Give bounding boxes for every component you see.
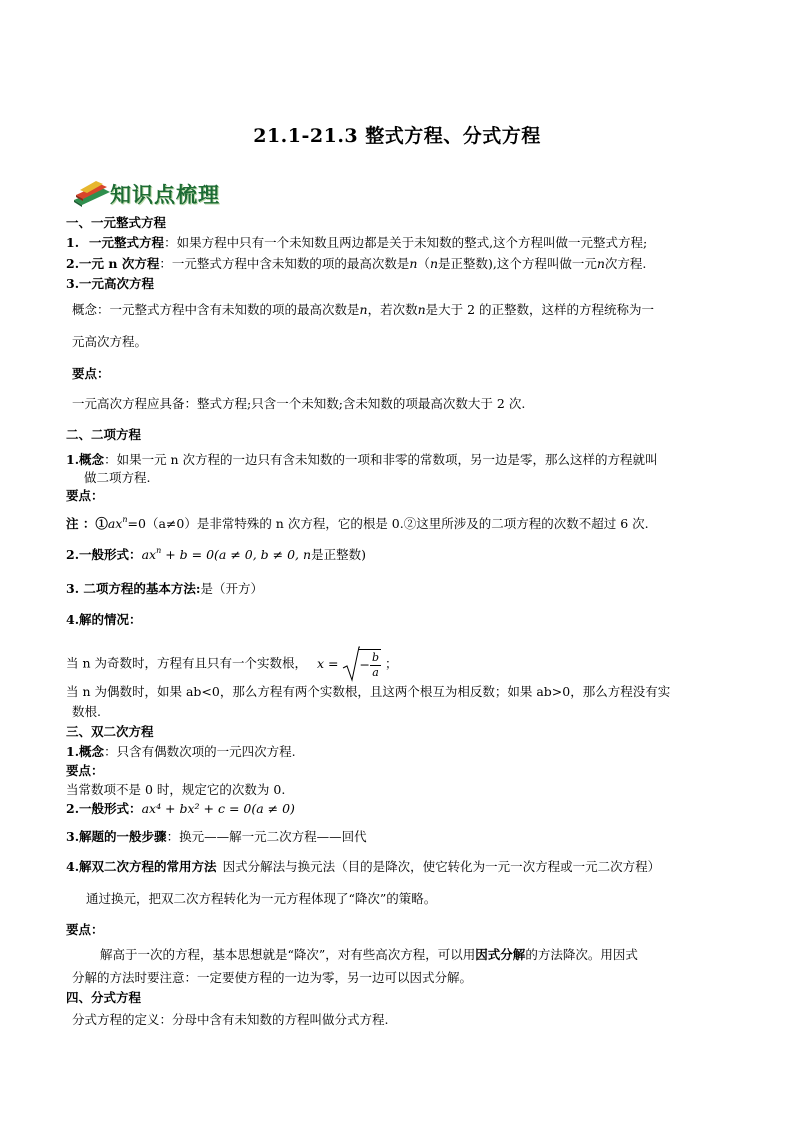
s2-form-expr: ax [141,547,157,562]
s2-form-line [66,543,366,563]
s1-l2-n: n [409,256,418,271]
s3-c1-text: ：只含有偶数次项的一元四次方程. [104,744,296,759]
s2-form-tail: 是正整数) [311,547,366,562]
s2-odd-x: x = [316,655,343,671]
radicand: − $\frac{b}{a}$ [359,650,379,679]
s1-l2-text-d: 次方程. [604,256,647,271]
s3-methods-label: 4.解双二次方程的常用方法 [66,859,217,874]
s3-concept-line [66,744,296,760]
s1-concept-line-1 [72,302,654,318]
s3-key-label: 要点： [66,763,104,778]
s1-l2-n3: n [596,256,605,271]
s3-p2-line: 分解的方法时要注意：一定要使方程的一边为零，另一边可以因式分解。 [72,970,473,985]
s1-line-1 [66,235,647,251]
s1-key-text: 一元高次方程应具备：整式方程;只含一个未知数;含未知数的项最高次数大于 2 次. [72,396,526,411]
books-icon [72,178,112,208]
s2-form-sup: n [156,546,162,555]
s1-l2-n2: n [429,256,438,271]
s2-odd-a: 当 n 为奇数时，方程有且只有一个实数根， [66,655,307,671]
s2-even-line-2: 数根. [72,704,101,719]
s2-even-line-1: 当 n 为偶数时，如果 ab<0，那么方程有两个实数根，且这两个根互为相反数；如果 ab>0，那么方程没有实 [66,684,671,699]
s3-p1-a: 解高于一次的方程，基本思想就是“降次”，对有些高次方程，可以用 [100,947,476,962]
section-3-heading: 三、双二次方程 [66,724,154,739]
s2-note-sup: n [122,515,128,524]
s1-l3-heading: 3.一元高次方程 [66,276,155,291]
s2-form-rest: + b = 0(a ≠ 0, b ≠ 0, n [161,547,312,562]
s3-steps-label: 3.解题的一般步骤 [66,829,167,844]
s1-concept-n2: n [417,302,426,317]
s2-concept-line-1 [66,452,658,468]
section-1-heading: 一、一元整式方程 [66,215,167,230]
s3-key2-label: 要点： [66,922,104,937]
s2-odd-line [66,646,398,682]
s2-note-b: =0（a≠0）是非常特殊的 n 次方程，它的根是 0.②这里所涉及的二项方程的次数不超过 6 次. [127,516,649,531]
s1-l1-num: 1. [66,235,80,250]
s4-def: 分式方程的定义：分母中含有未知数的方程叫做分式方程. [72,1012,389,1027]
s1-concept-n: n [359,302,368,317]
s2-c1-num: 1.概念 [66,452,105,467]
s1-l1-term: 一元整式方程 [89,235,165,250]
page-title: 21.1-21.3 整式方程、分式方程 [253,125,541,147]
s1-l1-text: ：如果方程中只有一个未知数且两边都是关于未知数的整式,这个方程叫做一元整式方程; [164,235,648,250]
s2-sol-heading: 4.解的情况： [66,612,142,627]
section-4-heading: 四、分式方程 [66,990,142,1005]
s2-method-text: 是（开方） [200,581,264,596]
s1-key-label: 要点： [72,366,110,381]
s2-odd-den: a [372,665,379,679]
s3-steps-text: ：换元——解一元二次方程——回代 [166,829,367,844]
s2-note-a: 注 ：① [66,516,108,531]
s2-method-label: 3. 二项方程的基本方法: [66,581,201,596]
s2-odd-num: b [371,650,379,664]
badge-label: 知识点梳理 [110,183,220,207]
s1-concept-line-2: 元高次方程。 [72,334,148,349]
knowledge-badge [72,178,244,208]
s1-concept-b: ，若次数 [367,302,418,317]
s2-note-ax: ax [107,516,123,531]
s3-key-text: 当常数项不是 0 时，规定它的次数为 0. [66,782,286,797]
s2-key-label: 要点： [66,488,104,503]
s2-odd-fraction [370,651,381,680]
s2-odd-end: ； [385,655,398,671]
s3-form-label: 2.一般形式： [66,801,142,816]
s2-c1-text-a: ：如果一元 n 次方程的一边只有含未知数的一项和非零的常数项，另一边是零，那么这样的方程就叫 [104,452,658,467]
s1-l2-text-a: ：一元整式方程中含未知数的项的最高次数是 [159,256,410,271]
radical-sign-icon [342,646,360,682]
s2-method-line [66,581,263,597]
s3-methods-text: 因式分解法与换元法（目的是降次，使它转化为一元一次方程或一元二次方程） [222,859,661,874]
s2-note-line [66,512,649,532]
s3-c1-num: 1.概念 [66,744,105,759]
s3-form-expr: ax⁴ + bx² + c = 0(a ≠ 0) [141,801,295,816]
s1-concept-c: 是大于 2 的正整数，这样的方程统称为一 [425,302,655,317]
s3-steps-line [66,829,367,845]
s1-concept-a: 概念：一元整式方程中含有未知数的项的最高次数是 [72,302,360,317]
s3-p1-line [100,947,638,963]
s1-line-2 [66,256,646,272]
s3-p1-b: 因式分解 [475,947,526,962]
s1-l2-term: 2.一元 n 次方程 [66,256,160,271]
s3-sub-text: 通过换元，把双二次方程转化为一元方程体现了“降次”的策略。 [86,891,437,906]
s1-l2-text-b: （ [417,256,430,271]
s2-concept-line-2: 做二项方程. [84,470,151,485]
s1-l2-text-c: 是正整数),这个方程叫做一元 [438,256,597,271]
section-2-heading: 二、二项方程 [66,427,142,442]
s3-form-line [66,801,295,817]
s2-form-label: 2.一般形式： [66,547,142,562]
s3-p1-c: 的方法降次。用因式 [525,947,638,962]
s3-methods-line [66,859,660,875]
